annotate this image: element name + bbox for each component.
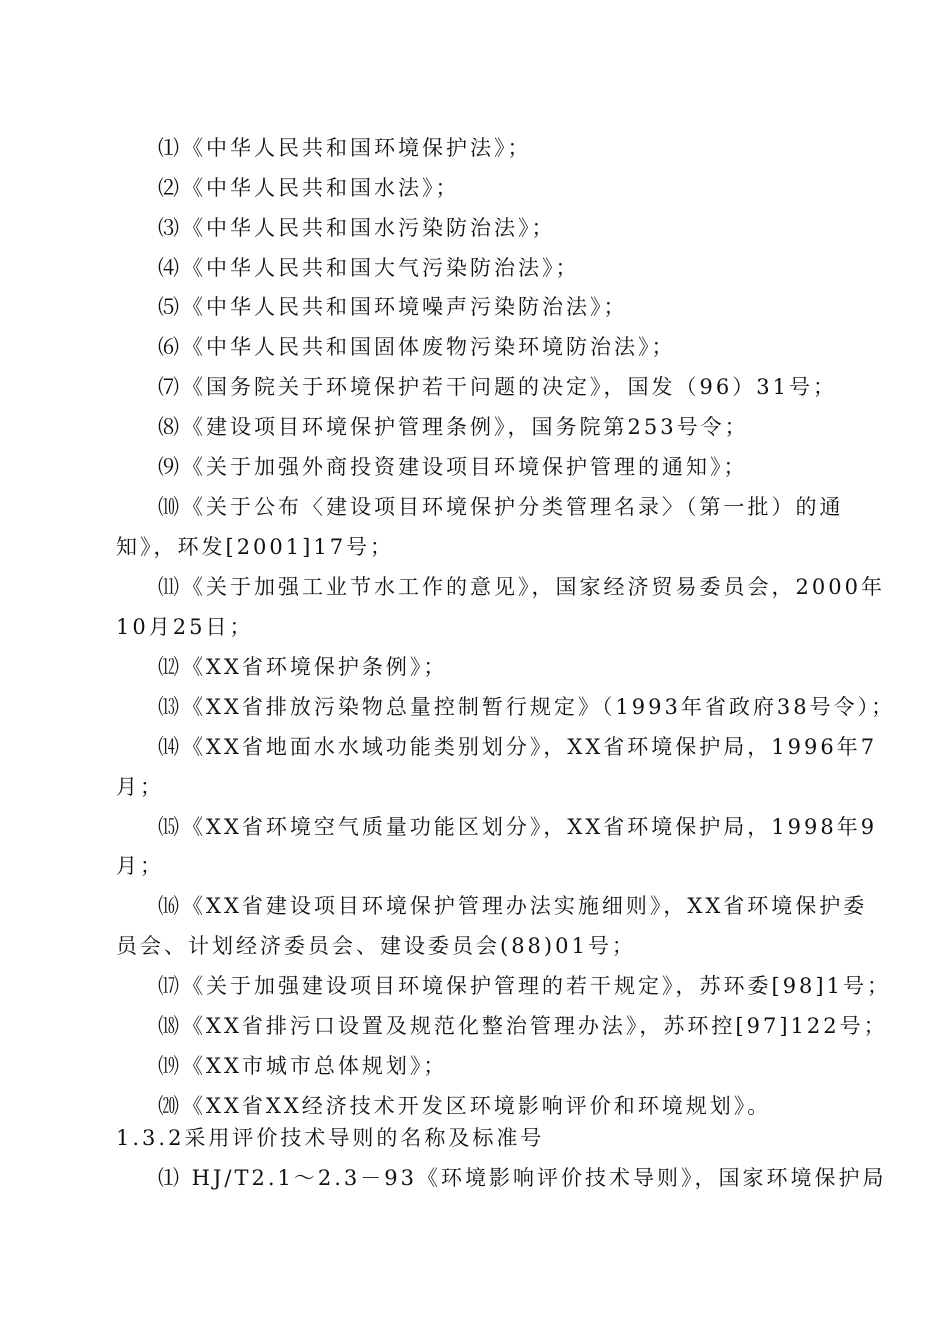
law-item-15: ⒂《XX省环境空气质量功能区划分》，XX省环境保护局，1998年9	[158, 815, 878, 839]
law-item-17: ⒄《关于加强建设项目环境保护管理的若干规定》，苏环委[98]1号；	[158, 974, 891, 998]
law-item-2: ⑵《中华人民共和国水法》；	[158, 176, 460, 200]
law-item-14-cont: 月；	[116, 775, 164, 799]
law-item-19: ⒆《XX市城市总体规划》；	[158, 1054, 448, 1078]
law-item-5: ⑸《中华人民共和国环境噪声污染防治法》；	[158, 295, 628, 319]
law-item-16: ⒃《XX省建设项目环境保护管理办法实施细则》，XX省环境保护委	[158, 894, 868, 918]
law-item-10: ⑽《关于公布〈建设项目环境保护分类管理名录〉（第一批）的通	[158, 495, 844, 519]
section-heading-1-3-2: 1.3.2采用评价技术导则的名称及标准号	[116, 1126, 545, 1150]
law-item-18: ⒅《XX省排污口设置及规范化整治管理办法》，苏环控[97]122号；	[158, 1014, 888, 1038]
law-item-10-cont: 知》，环发[2001]17号；	[116, 535, 395, 559]
law-item-6: ⑹《中华人民共和国固体废物污染环境防治法》；	[158, 335, 676, 359]
law-item-14: ⒁《XX省地面水水域功能类别划分》，XX省环境保护局，1996年7	[158, 735, 878, 759]
standard-item-1: ⑴ HJ/T2.1～2.3－93《环境影响评价技术导则》，国家环境保护局	[158, 1166, 887, 1190]
law-item-16-cont: 员会、计划经济委员会、建设委员会(88)01号；	[116, 934, 636, 958]
law-item-11-cont: 10月25日；	[116, 615, 254, 639]
law-item-20: ⒇《XX省XX经济技术开发区环境影响评价和环境规划》。	[158, 1094, 772, 1118]
law-item-3: ⑶《中华人民共和国水污染防治法》；	[158, 216, 556, 240]
law-item-8: ⑻《建设项目环境保护管理条例》，国务院第253号令；	[158, 415, 749, 439]
law-item-15-cont: 月；	[116, 854, 164, 878]
law-item-1: ⑴《中华人民共和国环境保护法》；	[158, 136, 532, 160]
law-item-12: ⑿《XX省环境保护条例》；	[158, 655, 448, 679]
law-item-9: ⑼《关于加强外商投资建设项目环境保护管理的通知》；	[158, 455, 748, 479]
law-item-4: ⑷《中华人民共和国大气污染防治法》；	[158, 256, 580, 280]
law-item-13: ⒀《XX省排放污染物总量控制暂行规定》（1993年省政府38号令）；	[158, 695, 896, 719]
law-item-11: ⑾《关于加强工业节水工作的意见》，国家经济贸易委员会，2000年	[158, 575, 885, 599]
law-item-7: ⑺《国务院关于环境保护若干问题的决定》，国发（96）31号；	[158, 375, 837, 399]
